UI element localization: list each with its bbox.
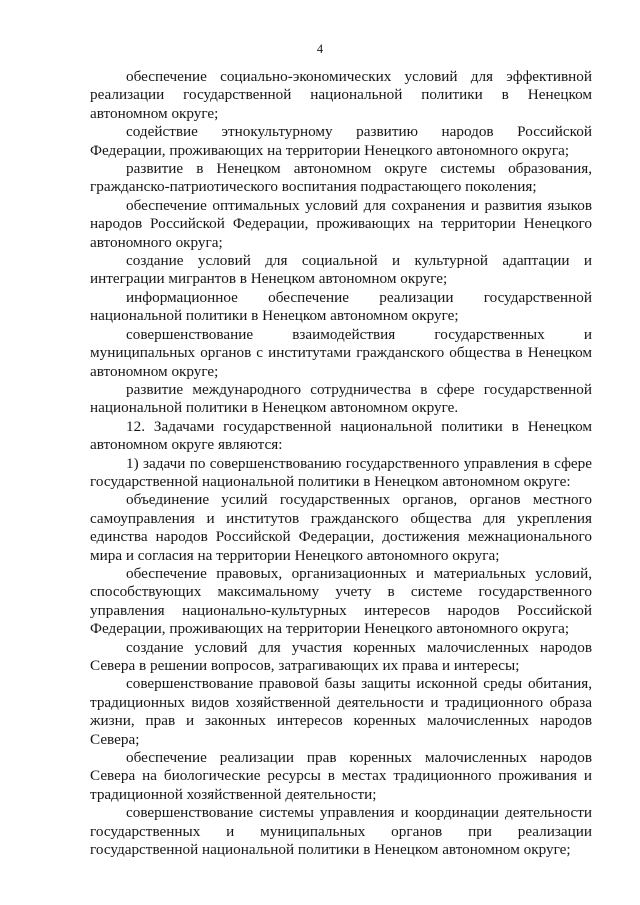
page-number: 4 [316, 42, 324, 56]
document-body [90, 68, 592, 859]
paragraph: обеспечение правовых, организационных и материальных условий, способствующих максимальному учету в системе государственного управления национально-культурных интересов народов Российской Федерации, проживающих на территории Ненецкого автономного округа; [90, 564, 592, 638]
paragraph: совершенствование правовой базы защиты исконной среды обитания, традиционных видов хозяйственной деятельности и традиционного образа жизни, прав и законных интересов коренных малочисленных народов Севера; [90, 675, 592, 748]
section-heading-paragraph: 12. Задачами государственной национальной политики в Ненецком автономном округе являются: [90, 417, 592, 454]
paragraph: содействие этнокультурному развитию народов Российской Федерации, проживающих на территории Ненецкого автономного округа; [90, 123, 592, 159]
paragraph: совершенствование взаимодействия государственных и муниципальных органов с институтами гражданского общества в Ненецком автономном округе; [90, 325, 592, 380]
paragraph: объединение усилий государственных органов, органов местного самоуправления и институтов гражданского общества для укрепления единства народов Российской Федерации, достижения межнационального мира и согласия на территории Ненецкого автономного округа; [90, 491, 592, 564]
paragraph: обеспечение реализации прав коренных малочисленных народов Севера на биологические ресурсы в местах традиционного проживания и традиционной хозяйственной деятельности; [90, 749, 592, 803]
paragraph: создание условий для социальной и культурной адаптации и интеграции мигрантов в Ненецком автономном округе; [90, 252, 592, 288]
paragraph: информационное обеспечение реализации государственной национальной политики в Ненецком автономном округе; [90, 288, 592, 325]
paragraph: обеспечение оптимальных условий для сохранения и развития языков народов Российской Федерации, проживающих на территории Ненецкого автономного округа; [90, 196, 592, 251]
paragraph: развитие в Ненецком автономном округе системы образования, гражданско-патриотического воспитания подрастающего поколения; [90, 160, 592, 196]
paragraph: создание условий для участия коренных малочисленных народов Севера в решении вопросов, затрагивающих их права и интересы; [90, 638, 592, 674]
paragraph: совершенствование системы управления и координации деятельности государственных и муниципальных органов при реализации государственной национальной политики в Ненецком автономном округе; [90, 804, 592, 859]
subsection-paragraph: 1) задачи по совершенствованию государственного управления в сфере государственной национальной политики в Ненецком автономном округе: [90, 454, 592, 490]
paragraph: развитие международного сотрудничества в сфере государственной национальной политики в Ненецком автономном округе. [90, 380, 592, 417]
paragraph: обеспечение социально-экономических условий для эффективной реализации государственной национальной политики в Ненецком автономном округе; [90, 68, 592, 122]
